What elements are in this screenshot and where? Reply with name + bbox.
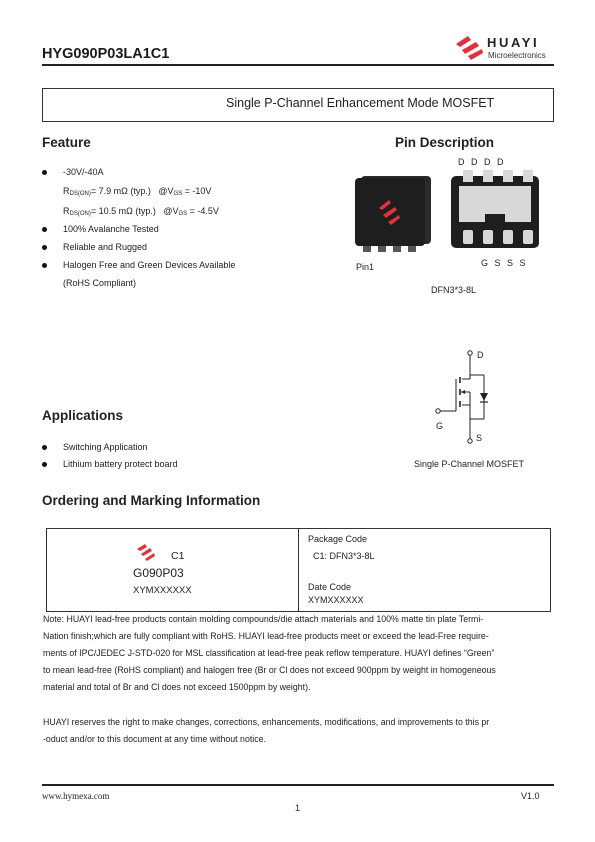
bullet: [42, 445, 47, 450]
application-item: Switching Application: [63, 442, 148, 452]
rds-symbol: R: [63, 206, 70, 216]
part-number: HYG090P03LA1C1: [42, 46, 170, 62]
huayi-logo-icon: [452, 32, 486, 62]
footer-website[interactable]: www.hymexa.com: [42, 791, 110, 801]
schematic-caption: Single P-Channel MOSFET: [414, 459, 525, 469]
marking-c1: C1: [171, 550, 185, 562]
header-rule: [42, 64, 554, 66]
brand-name: HUAYI: [487, 35, 540, 50]
rds-condition: @V: [163, 206, 179, 216]
rds-value: = 7.9 mΩ (typ.): [90, 186, 151, 196]
application-item: Lithium battery protect board: [63, 459, 178, 469]
document-title: Single P-Channel Enhancement Mode MOSFET: [226, 96, 495, 110]
date-code-value: XYMXXXXXX: [308, 595, 364, 605]
schematic-source-label: S: [476, 433, 483, 443]
note-line: Note: HUAYI lead-free products contain molding compounds/die attach materials and 100% matte tin plate Termi-: [43, 614, 484, 624]
note-line: Nation finish;which are fully compliant with RoHS. HUAYI lead-free products meet or exceed the lead-Free require-: [43, 631, 489, 641]
feature-voltage-current: -30V/-40A: [63, 167, 104, 177]
note-line: ments of IPC/JEDEC J-STD-020 for MSL classification at lead-free peak reflow temperature. HUAYI defines “Green”: [43, 648, 495, 658]
ordering-heading: Ordering and Marking Information: [42, 493, 261, 508]
feature-heading: Feature: [42, 135, 91, 150]
rds-condition-subscript: GS: [178, 211, 188, 217]
feature-item: 100% Avalanche Tested: [63, 224, 159, 234]
rds-condition-value: = -4.5V: [187, 206, 219, 216]
rds-subscript: DS(ON): [69, 191, 91, 197]
marking-part: G090P03: [133, 566, 184, 580]
footer-rule: [42, 784, 554, 786]
note-paragraph: [43, 611, 555, 696]
pin-bottom-labels: G S S S: [481, 258, 526, 268]
schematic-gate-label: G: [436, 421, 444, 431]
reserve-paragraph: [43, 714, 555, 748]
marking-code: XYMXXXXXX: [133, 585, 192, 596]
date-code-label: Date Code: [308, 582, 352, 592]
feature-item: Halogen Free and Green Devices Available: [63, 260, 236, 270]
p-channel-mosfet-symbol-icon: [430, 347, 500, 447]
pin1-label: Pin1: [356, 262, 375, 272]
marking-logo-icon: [135, 542, 157, 562]
note-line: material and total of Br and Cl does not exceed 1500ppm by weight).: [43, 682, 311, 692]
rds-condition-value: = -10V: [182, 186, 212, 196]
footer-version: V1.0: [521, 791, 540, 801]
brand-subtitle: Microelectronics: [488, 51, 546, 60]
title-box: [42, 88, 554, 122]
rds-value: = 10.5 mΩ (typ.): [90, 206, 156, 216]
pin-top-labels: D D D D: [458, 157, 504, 167]
feature-rohs: (RoHS Compliant): [63, 278, 137, 288]
dfn-package-illustration: [355, 170, 545, 260]
package-name: DFN3*3-8L: [431, 285, 477, 295]
reserve-line: -oduct and/or to this document at any time without notice.: [43, 734, 266, 744]
bullet: [42, 462, 47, 467]
note-line: to mean lead-free (RoHS compliant) and halogen free (Br or Cl does not exceed 900ppm by weight in homogeneous: [43, 665, 496, 675]
ordering-divider: [298, 529, 299, 611]
page-number: 1: [295, 803, 301, 813]
rds-condition-subscript: GS: [173, 191, 183, 197]
applications-heading: Applications: [42, 408, 124, 423]
rds-condition: @V: [158, 186, 174, 196]
schematic-drain-label: D: [477, 350, 484, 360]
rds-subscript: DS(ON): [69, 211, 91, 217]
bullet: [42, 245, 47, 250]
bullet: [42, 263, 47, 268]
feature-rdson-10v: [63, 186, 211, 197]
ordering-table: [46, 528, 551, 612]
feature-rdson-4v5: [63, 206, 219, 217]
package-code-label: Package Code: [308, 534, 368, 544]
feature-item: Reliable and Rugged: [63, 242, 148, 252]
bullet: [42, 227, 47, 232]
bullet: [42, 170, 47, 175]
reserve-line: HUAYI reserves the right to make changes, corrections, enhancements, modifications, and improvements to this pr: [43, 717, 490, 727]
package-code-value: C1: DFN3*3-8L: [313, 551, 375, 561]
pin-description-heading: Pin Description: [395, 135, 495, 150]
rds-symbol: R: [63, 186, 70, 196]
